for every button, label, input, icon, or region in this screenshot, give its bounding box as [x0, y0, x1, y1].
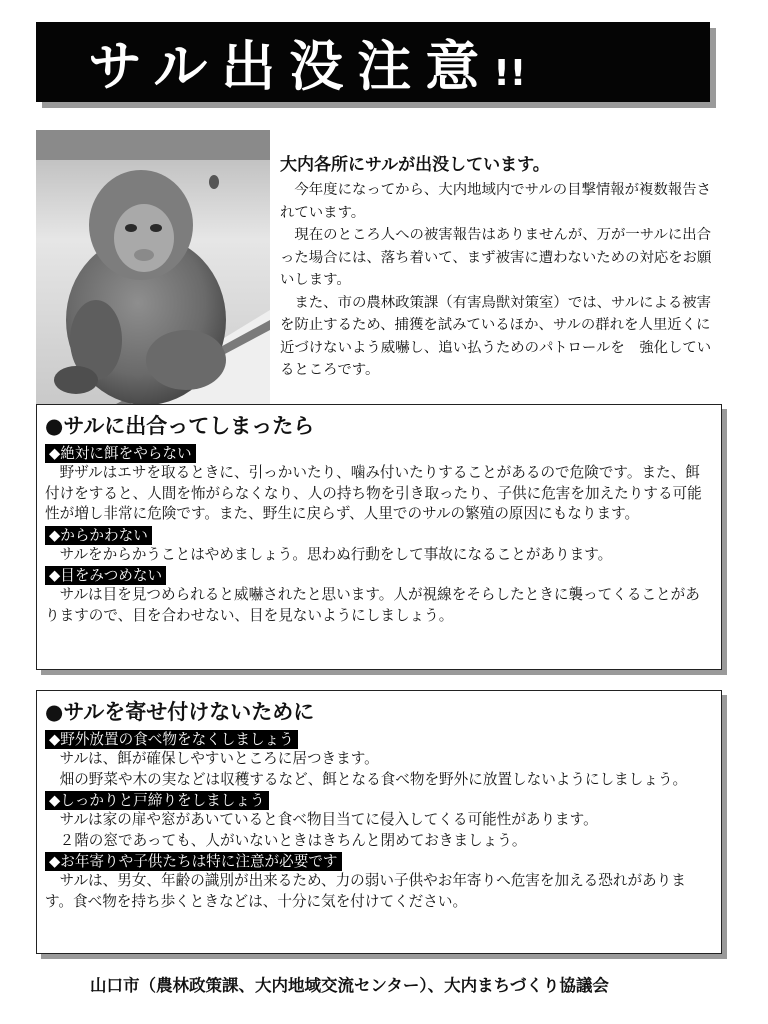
monkey-photo: [36, 130, 270, 404]
subheading: ◆野外放置の食べ物をなくしましょう: [45, 730, 298, 749]
title-exclamation: !!: [493, 52, 527, 94]
encounter-section: [36, 404, 722, 670]
prevention-section: [36, 690, 722, 954]
subheading: ◆お年寄りや子供たちは特に注意が必要です: [45, 852, 342, 871]
section-text: サルは、男女、年齢の識別が出来るため、力の弱い子供やお年寄りへ危害を加える恐れがあります。食べ物を持ち歩くときなどは、十分に気を付けてください。: [45, 872, 686, 910]
section-text: サルをからかうことはやめましょう。思わぬ行動をして事故になることがあります。: [59, 545, 613, 563]
section-text: サルは、餌が確保しやすいところに居つきます。: [59, 750, 379, 767]
subheading: ◆目をみつめない: [45, 566, 166, 585]
intro-section: [280, 150, 720, 382]
section-text: 野ザルはエサを取るときに、引っかいたり、噛み付いたりすることがあるので危険です。また、餌付けをすると、人間を怖がらなくなり、人の持ち物を引き取ったり、子供に危害を加えたりする可能性が増し非常に危険です。また、野生に戻らず、人里でのサルの繁殖の原因にもなります。: [45, 464, 702, 522]
subheading: ◆絶対に餌をやらない: [45, 444, 196, 463]
monkey-icon: [36, 130, 270, 404]
intro-paragraph: 現在のところ人への被害報告はありませんが、万が一サルに出合った場合には、落ち着いて、まず被害に遭わないための対応をお願いします。: [280, 227, 712, 288]
section-text: ２階の窓であっても、人がいないときはきちんと閉めておきましょう。: [59, 831, 527, 849]
section-title: ●サルに出合ってしまったら: [45, 414, 315, 438]
title-banner: [36, 22, 710, 102]
page-title: [36, 24, 526, 101]
subheading: ◆しっかりと戸締りをしましょう: [45, 791, 269, 810]
page-title-text: サル出没注意: [88, 34, 494, 98]
section-text: サルは目を見つめられると威嚇されたと思います。人が視線をそらしたときに襲ってくることがありますので、目を合わせない、目を見ないようにしましょう。: [45, 586, 700, 624]
intro-paragraph: また、市の農林政策課（有害鳥獣対策室）では、サルによる被害を防止するため、捕獲を試みているほか、サルの群れを人里近くに近づけないよう威嚇し、追い払うためのパトロールを 強化しているところです。: [280, 294, 712, 378]
subheading: ◆からかわない: [45, 526, 152, 545]
intro-heading: 大内各所にサルが出没しています。: [280, 155, 550, 175]
section-title: ●サルを寄せ付けないために: [45, 700, 315, 724]
footer-credit: 山口市（農林政策課、大内地域交流センター）、大内まちづくり協議会: [90, 976, 609, 995]
section-text: 畑の野菜や木の実などは収穫するなど、餌となる食べ物を野外に放置しないようにしましょう。: [59, 770, 688, 788]
intro-paragraph: 今年度になってから、大内地域内でサルの目撃情報が複数報告されています。: [280, 182, 712, 221]
section-text: サルは家の扉や窓があいていると食べ物目当てに侵入してくる可能性があります。: [59, 811, 598, 828]
